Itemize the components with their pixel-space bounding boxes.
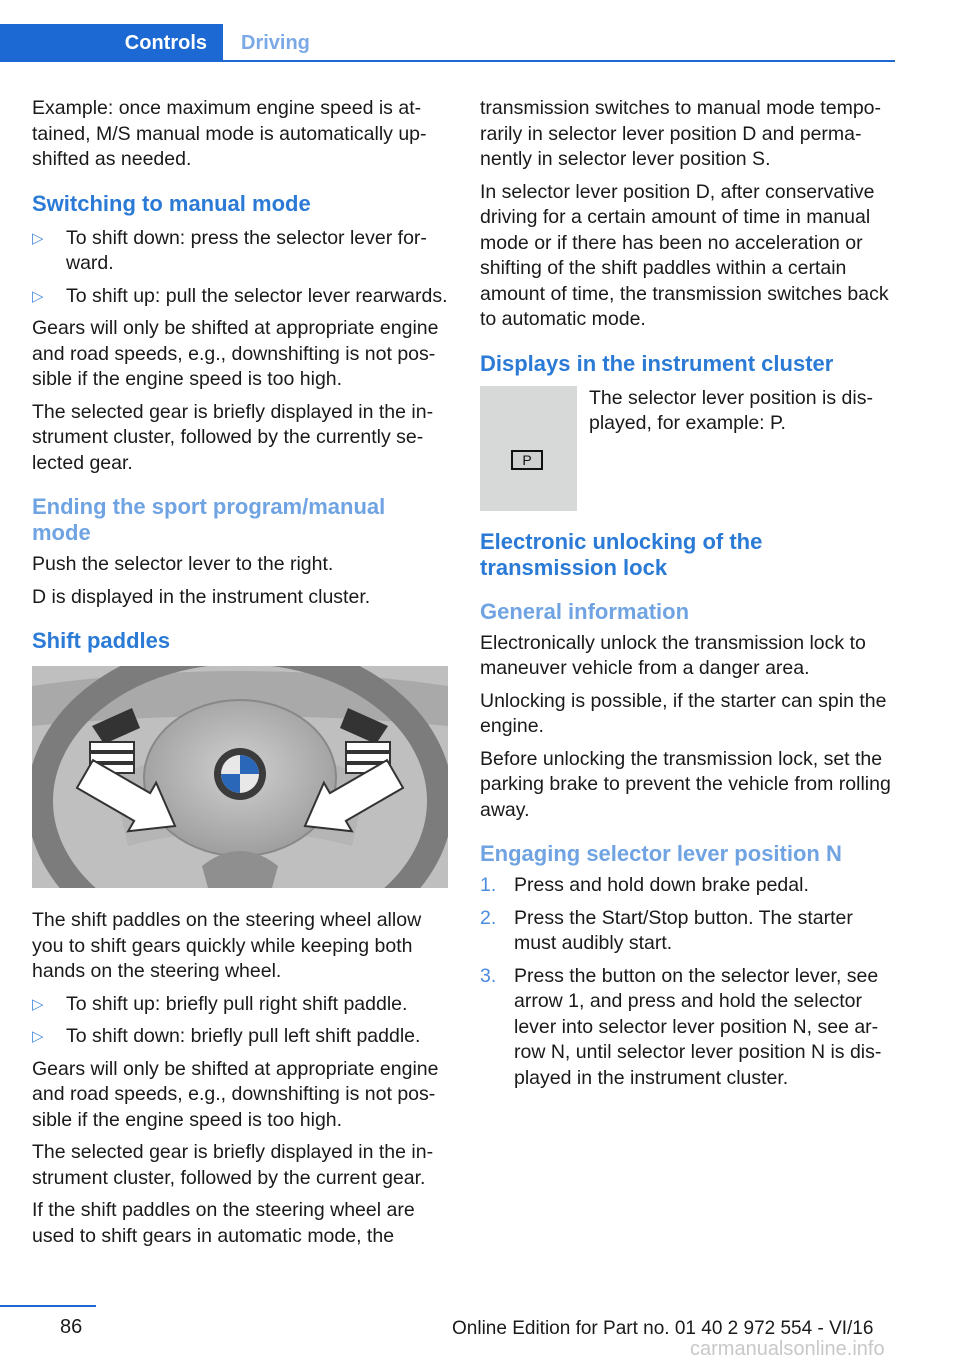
selector-position-indicator: P	[511, 450, 543, 470]
paddles-paragraph: The shift paddles on the steering wheel allow you to shift gears quickly while keeping both hands on the steering wheel.	[32, 909, 422, 982]
heading-engaging-n: Engaging selector lever position N	[480, 841, 842, 866]
steering-wheel-image	[32, 666, 448, 888]
gears-paragraph: Gears will only be shifted at appropriate engine and road speeds, e.g., downshifting is not possible if the engine speed is too high.	[32, 317, 439, 390]
heading-ending-sport: Ending the sport program/manual mode	[32, 494, 386, 545]
triangle-bullet-icon: ▷	[32, 229, 44, 247]
triangle-bullet-icon: ▷	[32, 1028, 44, 1045]
step-item	[480, 964, 898, 1092]
triangle-bullet-icon: ▷	[32, 995, 44, 1013]
possible-paragraph: Unlocking is possible, if the starter can spin the engine.	[480, 689, 887, 737]
paddles-automatic-paragraph: If the shift paddles on the steering wheel are used to shift gears in automatic mode, the	[32, 1199, 415, 1247]
edition-text: Online Edition for Part no. 01 40 2 972 554 - VI/16	[452, 1318, 874, 1339]
list-item	[32, 284, 450, 310]
tab-controls[interactable]: Controls	[0, 24, 223, 62]
watermark: carmanualsonline.info	[690, 1338, 885, 1360]
list-item-text: To shift down: press the selector lever forward.	[66, 226, 427, 274]
selected-gear-paragraph: The selected gear is briefly displayed in the instrument cluster, followed by the currently selected gear.	[32, 400, 434, 474]
header-rule	[0, 60, 895, 62]
list-item-text: To shift up: briefly pull right shift paddle.	[66, 992, 408, 1015]
manual-mode-list	[32, 226, 450, 310]
step-number: 3.	[480, 964, 497, 987]
left-column	[32, 96, 450, 1256]
step-text: Press and hold down brake pedal.	[514, 874, 809, 896]
list-item-text: To shift down: briefly pull left shift paddle.	[66, 1025, 421, 1047]
cluster-display-image	[480, 386, 577, 511]
d-displayed-paragraph: D is displayed in the instrument cluster.	[32, 585, 371, 608]
selected-gear-paragraph-2: The selected gear is briefly displayed in the instrument cluster, followed by the current gear.	[32, 1141, 434, 1189]
triangle-bullet-icon: ▷	[32, 287, 44, 305]
list-item-text: To shift up: pull the selector lever rearwards.	[66, 284, 448, 307]
steps-list	[480, 873, 898, 1091]
step-text: Press the button on the selector lever, see arrow 1, and press and hold the selector lever into selector lever position N, see arrow N, until selector lever position N is displayed in the instrument cluster.	[514, 964, 882, 1089]
chapter-header	[0, 0, 960, 62]
push-paragraph: Push the selector lever to the right.	[32, 553, 334, 575]
list-item	[32, 992, 450, 1018]
list-item	[32, 226, 450, 277]
conservative-paragraph: In selector lever position D, after conservative driving for a certain amount of time in manual mode or if there has been no acceleration or shifting of the shift paddles within a certain amount of time, the transmission switches back to automatic mode.	[480, 180, 889, 330]
right-column	[480, 96, 898, 1098]
cluster-display-block	[480, 386, 898, 511]
page-number: 86	[60, 1316, 83, 1338]
heading-displays-cluster: Displays in the instrument cluster	[480, 350, 834, 376]
footer-rule	[0, 1305, 96, 1307]
heading-shift-paddles: Shift paddles	[32, 628, 171, 653]
cluster-text: The selector lever position is displayed, for example: P.	[589, 386, 873, 434]
step-number: 1.	[480, 874, 497, 896]
heading-switching-manual: Switching to manual mode	[32, 190, 311, 216]
tab-driving[interactable]: Driving	[241, 31, 310, 54]
list-item	[32, 1024, 450, 1050]
gears-paragraph-2: Gears will only be shifted at appropriate engine and road speeds, e.g., downshifting is not possible if the engine speed is too high.	[32, 1057, 439, 1131]
step-number: 2.	[480, 906, 497, 929]
step-text: Press the Start/Stop button. The starter must audibly start.	[514, 906, 853, 954]
general-paragraph: Electronically unlock the transmission lock to maneuver vehicle from a danger area.	[480, 631, 866, 679]
intro-paragraph: Example: once maximum engine speed is attained, M/S manual mode is automatically upshifted as needed.	[32, 97, 427, 170]
heading-electronic-unlocking: Electronic unlocking of the transmission lock	[480, 528, 763, 580]
heading-general-information: General information	[480, 598, 690, 624]
step-item	[480, 873, 898, 899]
continued-paragraph: transmission switches to manual mode temporarily in selector lever position D and permanently in selector lever position S.	[480, 97, 882, 170]
paddle-list	[32, 992, 450, 1050]
step-item	[480, 906, 898, 957]
before-paragraph: Before unlocking the transmission lock, set the parking brake to prevent the vehicle from rolling away.	[480, 747, 891, 821]
